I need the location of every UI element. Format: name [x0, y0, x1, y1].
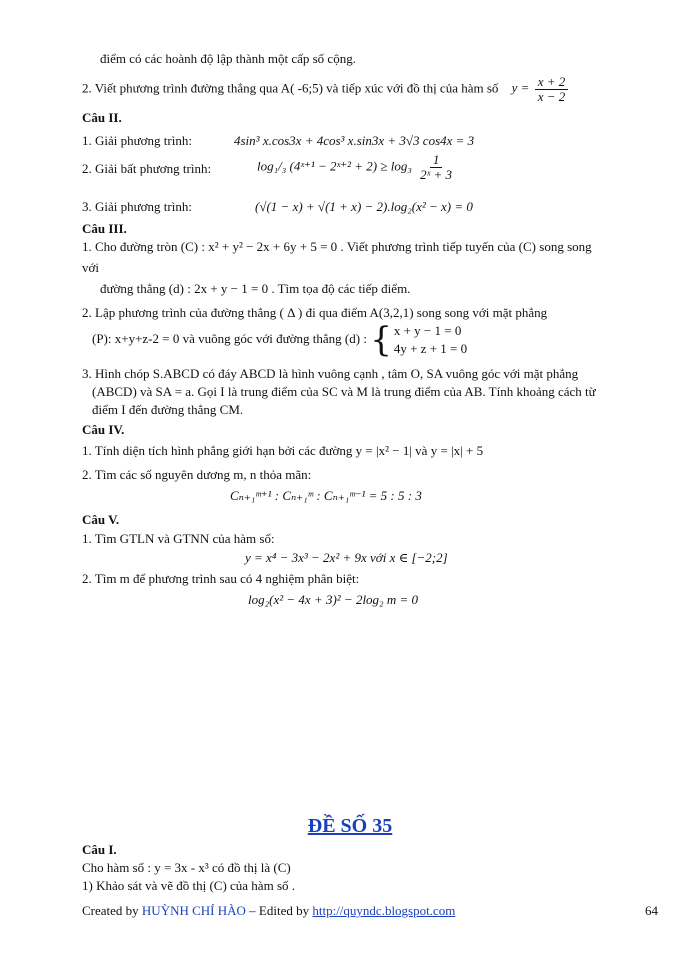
text-line: 1. Cho đường tròn (C) : x² + y² − 2x + 6y + 5 = 0 . Viết phương trình tiếp tuyến của (C) song song	[82, 239, 592, 254]
section-heading: Câu I.	[82, 842, 117, 857]
problem-label: 1. Giải phương trình:	[82, 133, 192, 148]
text-line: 3. Hình chóp S.ABCD có đáy ABCD là hình vuông cạnh , tâm O, SA vuông góc với mặt phẳng	[82, 366, 579, 381]
footer-middle: – Edited by	[245, 903, 313, 918]
text-line: điểm có các hoành độ lập thành một cấp số cộng.	[100, 51, 356, 66]
text-line: đường thẳng (d) : 2x + y − 1 = 0 . Tìm tọa độ các tiếp điểm.	[100, 281, 411, 296]
text-line: 2. Lập phương trình của đường thẳng ( Δ ) đi qua điểm A(3,2,1) song song với mặt phẳng	[82, 305, 548, 320]
equation: y = x⁴ − 3x³ − 2x² + 9x với x ∈ [−2;2]	[245, 550, 448, 565]
page-number: 64	[645, 903, 658, 918]
author-name: HUỲNH CHÍ HÀO	[141, 903, 246, 918]
formula-lhs: y =	[511, 80, 530, 96]
equation: 4sin³ x.cos3x + 4cos³ x.sin3x + 3√3 cos4x = 3	[234, 133, 475, 148]
equation: log₂(x² − 4x + 3)² − 2log₂ m = 0	[248, 592, 418, 607]
section-heading: Câu III.	[82, 221, 127, 236]
denominator: x − 2	[537, 89, 566, 104]
problem-3-2-line2	[92, 322, 467, 358]
equation: (√(1 − x) + √(1 + x) − 2).log₂(x² − x) = 0	[255, 199, 473, 214]
problem-label: 2. Giải bất phương trình:	[82, 161, 212, 176]
text-line: 2. Tìm các số nguyên dương m, n thỏa mãn:	[82, 467, 312, 482]
section-heading: Câu II.	[82, 110, 122, 125]
problem-2-3	[82, 199, 473, 215]
problem-2-2	[82, 152, 453, 182]
inequality	[257, 153, 457, 182]
blog-link[interactable]: http://quyndc.blogspot.com	[312, 903, 456, 918]
equation: Cₙ₊₁ᵐ⁺¹ : Cₙ₊₁ᵐ : Cₙ₊₁ᵐ⁻¹ = 5 : 5 : 3	[230, 488, 422, 503]
inequality-lhs: log₁/₃ (4ˣ⁺¹ − 2ˣ⁺² + 2) ≥ log₃	[257, 158, 412, 174]
problem-label: 3. Giải phương trình:	[82, 199, 192, 214]
text-line: Cho hàm số : y = 3x - x³ có đồ thị là (C)	[82, 860, 291, 875]
footer-prefix: Created by	[82, 903, 142, 918]
text-line: điểm I đến đường thẳng CM.	[92, 402, 244, 417]
problem-text: 2. Viết phương trình đường thẳng qua A( -6;5) và tiếp xúc với đồ thị của hàm số	[82, 80, 499, 96]
text-line: với	[82, 260, 99, 275]
numerator: x + 2	[535, 75, 569, 90]
denominator: 2ˣ + 3	[420, 167, 453, 182]
problem-1-2	[82, 75, 570, 104]
equation-system	[370, 322, 467, 358]
text-line: 2. Tìm m để phương trình sau có 4 nghiệm phân biệt:	[82, 571, 360, 586]
section-heading: Câu V.	[82, 512, 120, 527]
exam-title: ĐỀ SỐ 35	[307, 815, 393, 837]
system-eq-2: 4y + z + 1 = 0	[393, 341, 468, 356]
page-footer	[82, 903, 658, 919]
section-heading: Câu IV.	[82, 422, 125, 437]
problem-2-1	[82, 133, 475, 149]
text-line: 1) Khảo sát và vẽ đồ thị (C) của hàm số .	[82, 878, 296, 893]
numerator: 1	[430, 153, 443, 168]
text-line: (P): x+y+z-2 = 0 và vuông góc với đường thẳng (d) :	[92, 330, 367, 346]
text-line: 1. Tính diện tích hình phẳng giới hạn bởi các đường y = |x² − 1| và y = |x| + 5	[82, 443, 484, 458]
text-line: 1. Tìm GTLN và GTNN của hàm số:	[82, 531, 275, 546]
system-eq-1: x + y − 1 = 0	[393, 323, 462, 338]
system-lines	[394, 322, 467, 358]
fraction	[535, 75, 569, 104]
text-line: (ABCD) và SA = a. Gọi I là trung điểm của SC và M là trung điểm của AB. Tính khoảng cách từ	[92, 384, 596, 399]
fraction	[417, 153, 455, 182]
brace-icon: {	[370, 320, 392, 360]
